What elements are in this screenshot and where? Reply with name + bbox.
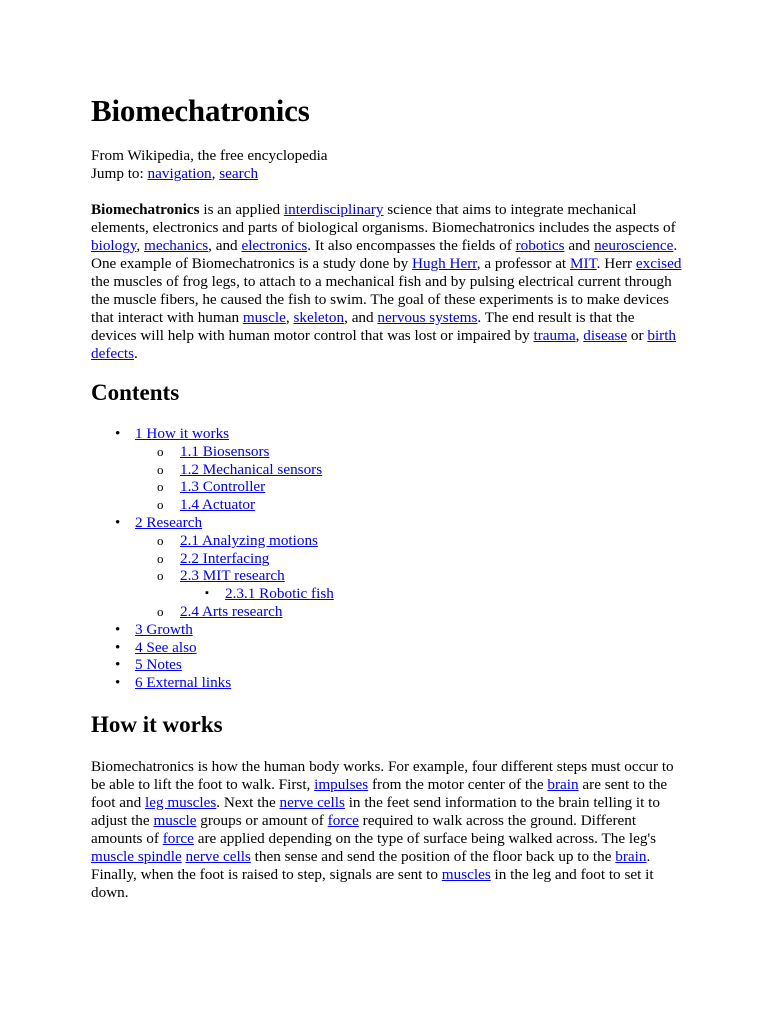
- toc-link-actuator[interactable]: 1.4 Actuator: [180, 496, 256, 514]
- from-wikipedia-line: From Wikipedia, the free encyclopedia: [91, 147, 328, 164]
- navigation-link[interactable]: navigation: [147, 165, 212, 182]
- brain-link[interactable]: brain: [547, 775, 579, 793]
- intro-text: , and: [208, 237, 242, 254]
- intro-text: or: [627, 327, 648, 344]
- leg-muscles-link[interactable]: leg muscles: [145, 793, 217, 811]
- disc-bullet-icon: •: [115, 674, 121, 692]
- interdisciplinary-link[interactable]: interdisciplinary: [283, 201, 384, 218]
- nerve-cells-link[interactable]: nerve cells: [185, 847, 251, 865]
- toc-item: [91, 639, 683, 657]
- intro-text: ,: [136, 237, 145, 254]
- intro-bold-term: Biomechatronics: [91, 201, 200, 218]
- how-text: . Finally, when the foot is raised to step, signals are sent to: [91, 847, 651, 883]
- intro-text: .: [134, 345, 138, 362]
- toc-item: [91, 621, 683, 639]
- toc-item: [91, 425, 683, 443]
- circle-bullet-icon: o: [157, 603, 164, 619]
- toc-link-interfacing[interactable]: 2.2 Interfacing: [180, 549, 270, 567]
- how-text: in the feet send information to the brain telling it to adjust the: [91, 793, 660, 829]
- toc-link-mit-research[interactable]: 2.3 MIT research: [180, 567, 285, 585]
- circle-bullet-icon: o: [157, 568, 164, 584]
- toc-item: [91, 656, 683, 674]
- intro-text: ,: [285, 309, 294, 326]
- disc-bullet-icon: •: [115, 620, 121, 638]
- disc-bullet-icon: •: [115, 425, 121, 442]
- nerve-cells-link[interactable]: nerve cells: [279, 793, 345, 811]
- toc-link-see-also[interactable]: 4 See also: [135, 638, 197, 656]
- disease-link[interactable]: disease: [583, 327, 628, 344]
- how-it-works-paragraph: [91, 758, 683, 902]
- how-text: . Next the: [216, 793, 280, 811]
- biology-link[interactable]: biology: [91, 237, 137, 254]
- skeleton-link[interactable]: skeleton: [293, 309, 345, 326]
- article: [91, 92, 683, 902]
- site-sub: [91, 147, 683, 183]
- toc-link-external-links[interactable]: 6 External links: [135, 674, 232, 692]
- brain-link[interactable]: brain: [615, 847, 647, 865]
- intro-text: . One example of Biomechatronics is a study done by: [91, 237, 678, 272]
- how-text: Biomechatronics is how the human body works. For example, four different steps must occur to be able to lift the foot to walk. First,: [91, 757, 674, 793]
- force-link[interactable]: force: [162, 829, 194, 847]
- toc-item: [91, 478, 683, 496]
- how-text: in the leg and foot to set it down.: [91, 865, 654, 901]
- toc-item: [91, 550, 683, 568]
- toc-link-growth[interactable]: 3 Growth: [135, 620, 193, 638]
- toc-link-controller[interactable]: 1.3 Controller: [180, 478, 266, 496]
- table-of-contents: [91, 425, 683, 692]
- page-title: Biomechatronics: [91, 93, 310, 128]
- muscles-link[interactable]: muscles: [441, 865, 491, 883]
- toc-link-research[interactable]: 2 Research: [135, 513, 203, 531]
- jump-separator: ,: [211, 165, 220, 182]
- muscle-link[interactable]: muscle: [153, 811, 197, 829]
- circle-bullet-icon: o: [157, 461, 164, 477]
- how-text: required to walk across the ground. Different amounts of: [91, 811, 637, 847]
- toc-item: [91, 585, 683, 603]
- search-link[interactable]: search: [219, 165, 259, 182]
- toc-item: [91, 532, 683, 550]
- intro-text: , and: [344, 309, 378, 326]
- intro-text: the muscles of frog legs, to attach to a mechanical fish and by pulsing electrical current through the muscle fibers, he caused the fish to swim. The goal of these experiments is to make devices that interact with human: [91, 273, 672, 326]
- contents-heading: Contents: [91, 380, 180, 405]
- muscle-link[interactable]: muscle: [242, 309, 286, 326]
- neuroscience-link[interactable]: neuroscience: [594, 237, 674, 254]
- mit-link[interactable]: MIT: [569, 255, 597, 272]
- toc-link-mechanical-sensors[interactable]: 1.2 Mechanical sensors: [180, 460, 323, 478]
- circle-bullet-icon: o: [157, 479, 164, 495]
- intro-text: is an applied: [199, 201, 284, 218]
- disc-bullet-icon: •: [115, 638, 121, 656]
- toc-link-analyzing-motions[interactable]: 2.1 Analyzing motions: [180, 531, 318, 549]
- jump-to-line: [91, 165, 683, 183]
- circle-bullet-icon: o: [157, 532, 164, 548]
- jump-to-label: Jump to:: [91, 165, 148, 182]
- hugh-herr-link[interactable]: Hugh Herr: [411, 255, 477, 272]
- circle-bullet-icon: o: [157, 497, 164, 513]
- intro-text: . Herr: [596, 255, 636, 272]
- toc-item: [91, 461, 683, 479]
- how-text: are sent to the foot and: [91, 775, 668, 811]
- intro-text: science that aims to integrate mechanical elements, electronics and parts of biological organisms. Biomechatronics includes the aspects of: [91, 201, 676, 236]
- intro-text: . The end result is that the devices will help with human motor control that was lost or impaired by: [91, 309, 635, 344]
- birth-defects-link[interactable]: birth defects: [91, 327, 677, 362]
- toc-link-how-it-works[interactable]: 1 How it works: [135, 425, 230, 442]
- toc-item: [91, 567, 683, 585]
- intro-text: . It also encompasses the fields of: [307, 237, 516, 254]
- mechanics-link[interactable]: mechanics: [144, 237, 209, 254]
- intro-text: and: [564, 237, 595, 254]
- robotics-link[interactable]: robotics: [515, 237, 565, 254]
- toc-link-biosensors[interactable]: 1.1 Biosensors: [180, 442, 270, 460]
- toc-link-robotic-fish[interactable]: 2.3.1 Robotic fish: [225, 585, 334, 603]
- how-text: from the motor center of the: [368, 775, 548, 793]
- circle-bullet-icon: o: [157, 550, 164, 566]
- toc-item: [91, 496, 683, 514]
- toc-item: [91, 674, 683, 692]
- intro-paragraph: [91, 201, 683, 363]
- muscle-spindle-link[interactable]: muscle spindle: [91, 847, 182, 865]
- trauma-link[interactable]: trauma: [533, 327, 576, 344]
- disc-bullet-icon: •: [115, 513, 121, 531]
- force-link[interactable]: force: [327, 811, 359, 829]
- impulses-link[interactable]: impulses: [314, 775, 369, 793]
- intro-text: , a professor at: [476, 255, 570, 272]
- how-text: are applied depending on the type of surface being walked across. The leg's: [193, 829, 657, 847]
- excised-link[interactable]: excised: [635, 255, 682, 272]
- how-it-works-heading: How it works: [91, 711, 223, 737]
- how-text: groups or amount of: [196, 811, 328, 829]
- disc-bullet-icon: •: [115, 656, 121, 674]
- toc-item: [91, 603, 683, 621]
- electronics-link[interactable]: electronics: [241, 237, 308, 254]
- toc-item: [91, 514, 683, 532]
- how-text: then sense and send the position of the floor back up to the: [250, 847, 616, 865]
- intro-text: ,: [575, 327, 584, 344]
- square-bullet-icon: ▪: [205, 587, 209, 600]
- toc-link-arts-research[interactable]: 2.4 Arts research: [180, 602, 283, 620]
- toc-item: [91, 443, 683, 461]
- toc-link-notes[interactable]: 5 Notes: [135, 656, 182, 674]
- circle-bullet-icon: o: [157, 443, 164, 459]
- nervous-systems-link[interactable]: nervous systems: [377, 309, 478, 326]
